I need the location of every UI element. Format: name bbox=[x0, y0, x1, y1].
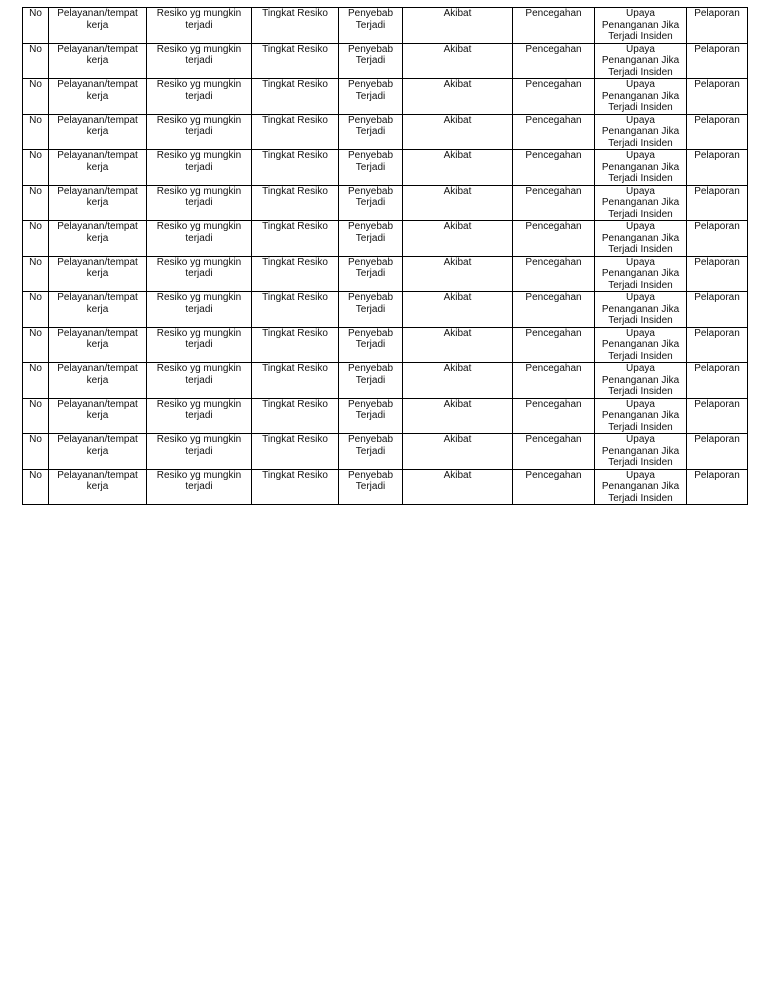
cell-upaya-penanganan: Upaya Penanganan Jika Terjadi Insiden bbox=[595, 114, 687, 150]
cell-upaya-penanganan: Upaya Penanganan Jika Terjadi Insiden bbox=[595, 185, 687, 221]
cell-pencegahan: Pencegahan bbox=[513, 8, 595, 44]
cell-pelayanan: Pelayanan/tempat kerja bbox=[49, 150, 147, 186]
cell-penyebab: Penyebab Terjadi bbox=[339, 185, 403, 221]
cell-pelaporan: Pelaporan bbox=[687, 8, 748, 44]
cell-pelaporan: Pelaporan bbox=[687, 256, 748, 292]
cell-tingkat-resiko: Tingkat Resiko bbox=[252, 327, 339, 363]
cell-akibat: Akibat bbox=[403, 221, 513, 257]
cell-tingkat-resiko: Tingkat Resiko bbox=[252, 114, 339, 150]
cell-resiko: Resiko yg mungkin terjadi bbox=[147, 434, 252, 470]
cell-penyebab: Penyebab Terjadi bbox=[339, 363, 403, 399]
table-row bbox=[23, 114, 748, 150]
cell-pelayanan: Pelayanan/tempat kerja bbox=[49, 185, 147, 221]
table-row bbox=[23, 469, 748, 505]
cell-pencegahan: Pencegahan bbox=[513, 256, 595, 292]
cell-pelayanan: Pelayanan/tempat kerja bbox=[49, 256, 147, 292]
document-page bbox=[22, 7, 747, 505]
table-row bbox=[23, 256, 748, 292]
cell-pelaporan: Pelaporan bbox=[687, 327, 748, 363]
cell-akibat: Akibat bbox=[403, 79, 513, 115]
cell-no: No bbox=[23, 327, 49, 363]
cell-tingkat-resiko: Tingkat Resiko bbox=[252, 150, 339, 186]
cell-no: No bbox=[23, 8, 49, 44]
table-row bbox=[23, 8, 748, 44]
cell-no: No bbox=[23, 221, 49, 257]
cell-upaya-penanganan: Upaya Penanganan Jika Terjadi Insiden bbox=[595, 8, 687, 44]
cell-tingkat-resiko: Tingkat Resiko bbox=[252, 256, 339, 292]
cell-tingkat-resiko: Tingkat Resiko bbox=[252, 434, 339, 470]
cell-penyebab: Penyebab Terjadi bbox=[339, 8, 403, 44]
cell-pelaporan: Pelaporan bbox=[687, 398, 748, 434]
cell-akibat: Akibat bbox=[403, 114, 513, 150]
cell-upaya-penanganan: Upaya Penanganan Jika Terjadi Insiden bbox=[595, 398, 687, 434]
cell-resiko: Resiko yg mungkin terjadi bbox=[147, 185, 252, 221]
cell-penyebab: Penyebab Terjadi bbox=[339, 398, 403, 434]
cell-akibat: Akibat bbox=[403, 185, 513, 221]
cell-akibat: Akibat bbox=[403, 256, 513, 292]
cell-resiko: Resiko yg mungkin terjadi bbox=[147, 398, 252, 434]
cell-tingkat-resiko: Tingkat Resiko bbox=[252, 185, 339, 221]
cell-tingkat-resiko: Tingkat Resiko bbox=[252, 398, 339, 434]
risk-table bbox=[22, 7, 748, 505]
cell-akibat: Akibat bbox=[403, 327, 513, 363]
cell-pelayanan: Pelayanan/tempat kerja bbox=[49, 43, 147, 79]
cell-resiko: Resiko yg mungkin terjadi bbox=[147, 114, 252, 150]
cell-akibat: Akibat bbox=[403, 363, 513, 399]
cell-tingkat-resiko: Tingkat Resiko bbox=[252, 43, 339, 79]
cell-pelayanan: Pelayanan/tempat kerja bbox=[49, 434, 147, 470]
cell-no: No bbox=[23, 292, 49, 328]
cell-akibat: Akibat bbox=[403, 8, 513, 44]
cell-pelayanan: Pelayanan/tempat kerja bbox=[49, 469, 147, 505]
cell-upaya-penanganan: Upaya Penanganan Jika Terjadi Insiden bbox=[595, 256, 687, 292]
table-row bbox=[23, 398, 748, 434]
cell-upaya-penanganan: Upaya Penanganan Jika Terjadi Insiden bbox=[595, 150, 687, 186]
cell-tingkat-resiko: Tingkat Resiko bbox=[252, 469, 339, 505]
table-row bbox=[23, 363, 748, 399]
cell-pelayanan: Pelayanan/tempat kerja bbox=[49, 327, 147, 363]
cell-pencegahan: Pencegahan bbox=[513, 185, 595, 221]
cell-penyebab: Penyebab Terjadi bbox=[339, 221, 403, 257]
table-row bbox=[23, 150, 748, 186]
cell-upaya-penanganan: Upaya Penanganan Jika Terjadi Insiden bbox=[595, 327, 687, 363]
cell-resiko: Resiko yg mungkin terjadi bbox=[147, 327, 252, 363]
cell-upaya-penanganan: Upaya Penanganan Jika Terjadi Insiden bbox=[595, 221, 687, 257]
cell-tingkat-resiko: Tingkat Resiko bbox=[252, 79, 339, 115]
cell-upaya-penanganan: Upaya Penanganan Jika Terjadi Insiden bbox=[595, 79, 687, 115]
cell-pencegahan: Pencegahan bbox=[513, 398, 595, 434]
cell-akibat: Akibat bbox=[403, 43, 513, 79]
cell-pencegahan: Pencegahan bbox=[513, 114, 595, 150]
cell-resiko: Resiko yg mungkin terjadi bbox=[147, 221, 252, 257]
cell-tingkat-resiko: Tingkat Resiko bbox=[252, 221, 339, 257]
cell-akibat: Akibat bbox=[403, 434, 513, 470]
cell-akibat: Akibat bbox=[403, 469, 513, 505]
cell-resiko: Resiko yg mungkin terjadi bbox=[147, 363, 252, 399]
cell-pelayanan: Pelayanan/tempat kerja bbox=[49, 221, 147, 257]
cell-no: No bbox=[23, 185, 49, 221]
cell-pelaporan: Pelaporan bbox=[687, 43, 748, 79]
table-row bbox=[23, 327, 748, 363]
cell-resiko: Resiko yg mungkin terjadi bbox=[147, 292, 252, 328]
cell-no: No bbox=[23, 43, 49, 79]
cell-penyebab: Penyebab Terjadi bbox=[339, 327, 403, 363]
cell-penyebab: Penyebab Terjadi bbox=[339, 292, 403, 328]
cell-pelaporan: Pelaporan bbox=[687, 185, 748, 221]
cell-penyebab: Penyebab Terjadi bbox=[339, 114, 403, 150]
table-row bbox=[23, 292, 748, 328]
cell-penyebab: Penyebab Terjadi bbox=[339, 469, 403, 505]
cell-pelaporan: Pelaporan bbox=[687, 114, 748, 150]
cell-upaya-penanganan: Upaya Penanganan Jika Terjadi Insiden bbox=[595, 469, 687, 505]
cell-pelayanan: Pelayanan/tempat kerja bbox=[49, 363, 147, 399]
cell-pelayanan: Pelayanan/tempat kerja bbox=[49, 398, 147, 434]
cell-penyebab: Penyebab Terjadi bbox=[339, 79, 403, 115]
cell-pelayanan: Pelayanan/tempat kerja bbox=[49, 114, 147, 150]
cell-pelaporan: Pelaporan bbox=[687, 363, 748, 399]
cell-akibat: Akibat bbox=[403, 150, 513, 186]
cell-pelayanan: Pelayanan/tempat kerja bbox=[49, 292, 147, 328]
cell-pelaporan: Pelaporan bbox=[687, 79, 748, 115]
cell-resiko: Resiko yg mungkin terjadi bbox=[147, 256, 252, 292]
cell-pelaporan: Pelaporan bbox=[687, 150, 748, 186]
table-row bbox=[23, 434, 748, 470]
cell-no: No bbox=[23, 114, 49, 150]
cell-upaya-penanganan: Upaya Penanganan Jika Terjadi Insiden bbox=[595, 434, 687, 470]
cell-resiko: Resiko yg mungkin terjadi bbox=[147, 469, 252, 505]
table-row bbox=[23, 221, 748, 257]
cell-pencegahan: Pencegahan bbox=[513, 43, 595, 79]
cell-no: No bbox=[23, 398, 49, 434]
cell-pencegahan: Pencegahan bbox=[513, 327, 595, 363]
table-body bbox=[23, 8, 748, 505]
cell-penyebab: Penyebab Terjadi bbox=[339, 256, 403, 292]
cell-pelaporan: Pelaporan bbox=[687, 221, 748, 257]
cell-no: No bbox=[23, 434, 49, 470]
cell-pencegahan: Pencegahan bbox=[513, 469, 595, 505]
cell-pelayanan: Pelayanan/tempat kerja bbox=[49, 8, 147, 44]
cell-tingkat-resiko: Tingkat Resiko bbox=[252, 8, 339, 44]
cell-pencegahan: Pencegahan bbox=[513, 150, 595, 186]
cell-no: No bbox=[23, 363, 49, 399]
cell-pencegahan: Pencegahan bbox=[513, 292, 595, 328]
cell-resiko: Resiko yg mungkin terjadi bbox=[147, 8, 252, 44]
table-row bbox=[23, 185, 748, 221]
cell-akibat: Akibat bbox=[403, 398, 513, 434]
cell-pencegahan: Pencegahan bbox=[513, 363, 595, 399]
cell-resiko: Resiko yg mungkin terjadi bbox=[147, 79, 252, 115]
cell-pencegahan: Pencegahan bbox=[513, 221, 595, 257]
cell-no: No bbox=[23, 150, 49, 186]
cell-pencegahan: Pencegahan bbox=[513, 434, 595, 470]
cell-tingkat-resiko: Tingkat Resiko bbox=[252, 292, 339, 328]
cell-resiko: Resiko yg mungkin terjadi bbox=[147, 150, 252, 186]
cell-pelaporan: Pelaporan bbox=[687, 469, 748, 505]
cell-penyebab: Penyebab Terjadi bbox=[339, 43, 403, 79]
cell-no: No bbox=[23, 79, 49, 115]
cell-pencegahan: Pencegahan bbox=[513, 79, 595, 115]
cell-akibat: Akibat bbox=[403, 292, 513, 328]
cell-upaya-penanganan: Upaya Penanganan Jika Terjadi Insiden bbox=[595, 43, 687, 79]
cell-upaya-penanganan: Upaya Penanganan Jika Terjadi Insiden bbox=[595, 292, 687, 328]
cell-tingkat-resiko: Tingkat Resiko bbox=[252, 363, 339, 399]
cell-penyebab: Penyebab Terjadi bbox=[339, 150, 403, 186]
cell-no: No bbox=[23, 469, 49, 505]
table-row bbox=[23, 79, 748, 115]
cell-pelayanan: Pelayanan/tempat kerja bbox=[49, 79, 147, 115]
cell-penyebab: Penyebab Terjadi bbox=[339, 434, 403, 470]
cell-no: No bbox=[23, 256, 49, 292]
cell-pelaporan: Pelaporan bbox=[687, 434, 748, 470]
cell-pelaporan: Pelaporan bbox=[687, 292, 748, 328]
cell-upaya-penanganan: Upaya Penanganan Jika Terjadi Insiden bbox=[595, 363, 687, 399]
table-row bbox=[23, 43, 748, 79]
cell-resiko: Resiko yg mungkin terjadi bbox=[147, 43, 252, 79]
